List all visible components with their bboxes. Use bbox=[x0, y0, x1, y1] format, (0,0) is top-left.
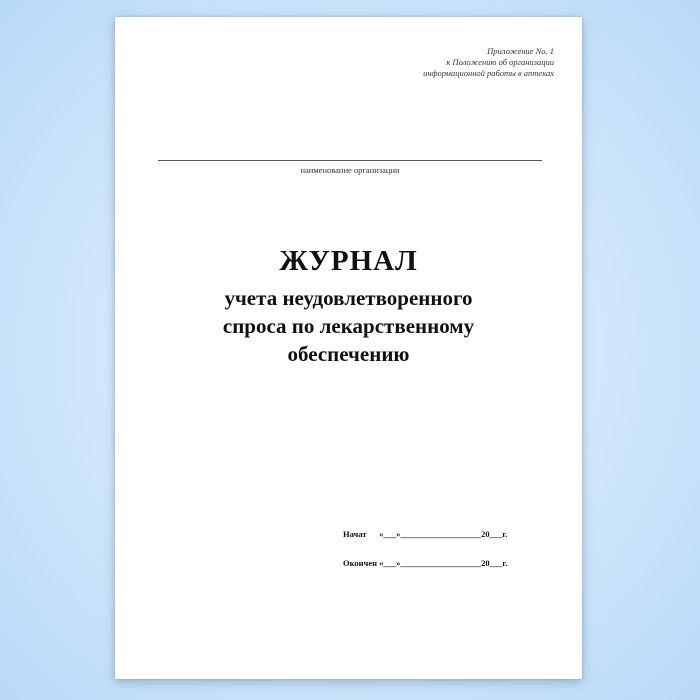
end-date-label: Окончен bbox=[343, 558, 378, 568]
start-date-field: «___»___________________20___г. bbox=[379, 529, 508, 539]
end-date-row bbox=[343, 557, 507, 569]
journal-dates bbox=[343, 528, 507, 569]
start-date-label: Начат bbox=[343, 529, 367, 539]
end-date-field: «___»___________________20___г. bbox=[379, 558, 508, 568]
journal-cover-page bbox=[115, 17, 582, 679]
journal-subtitle bbox=[115, 284, 582, 368]
journal-title: ЖУРНАЛ bbox=[279, 245, 418, 277]
subtitle-line-1: учета неудовлетворенного bbox=[224, 286, 473, 310]
appendix-line-1: Приложение No. 1 bbox=[487, 46, 554, 56]
organization-name-caption: наименование организации bbox=[300, 165, 400, 175]
subtitle-line-3: обеспечению bbox=[287, 342, 410, 366]
appendix-line-2: к Положению об организации bbox=[446, 57, 554, 67]
subtitle-line-2: спроса по лекарственному bbox=[222, 314, 475, 338]
organization-name-line bbox=[158, 160, 542, 161]
appendix-note bbox=[423, 46, 554, 79]
appendix-line-3: информационной работы в аптеках bbox=[423, 68, 554, 78]
start-date-row bbox=[343, 528, 507, 540]
